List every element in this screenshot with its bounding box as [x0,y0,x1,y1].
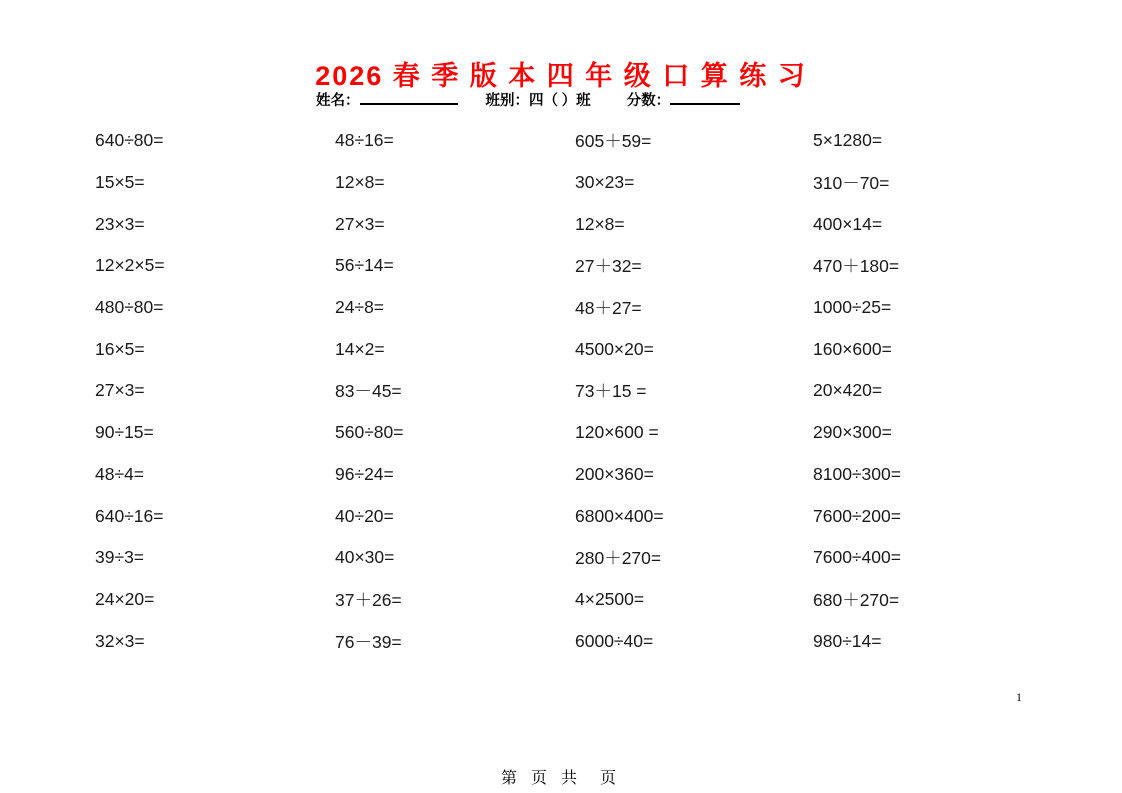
problem: 680＋270= [813,589,900,610]
problem: 48÷4= [95,463,145,484]
problem: 16×5= [95,338,145,359]
problem: 6000÷40= [575,630,654,651]
problem: 605＋59= [575,131,652,152]
class-label: 班别：四（ ）班 [485,93,591,109]
problem: 560÷80= [335,422,404,443]
problem: 280＋270= [575,548,662,569]
problem: 12×8= [335,172,385,193]
problem: 200×360= [575,463,654,484]
problem: 24×20= [95,588,155,609]
problem: 48＋27= [575,298,642,319]
problem: 4500×20= [575,338,654,359]
problem: 980÷14= [813,630,882,651]
problem: 96÷24= [335,463,394,484]
page-title: 2026 春 季 版 本 四 年 级 口 算 练 习 [315,61,807,91]
page-number: 1 [1016,690,1022,704]
problem: 640÷16= [95,505,164,526]
problem: 8100÷300= [813,463,901,484]
problem: 14×2= [335,338,385,359]
problem: 39÷3= [95,547,145,568]
problem: 1000÷25= [813,297,892,318]
problem: 56÷14= [335,255,394,276]
problem: 4×2500= [575,588,645,609]
problem: 90÷15= [95,422,154,443]
problem: 400×14= [813,213,883,234]
problem: 24÷8= [335,297,385,318]
problem: 32×3= [95,630,145,651]
problem: 27×3= [95,380,145,401]
score-label: 分数： [626,93,671,109]
problem: 470＋180= [813,256,900,277]
problem: 6800×400= [575,505,664,526]
problem: 40×30= [335,547,395,568]
problem: 40÷20= [335,505,394,526]
problem: 12×8= [575,213,625,234]
problem: 20×420= [813,380,883,401]
name-blank-field [360,92,458,105]
problem: 5×1280= [813,130,883,151]
score-blank-field [670,92,740,105]
problem: 15×5= [95,172,145,193]
problem: 83－45= [335,381,402,402]
problem: 30×23= [575,172,635,193]
name-label: 姓名： [316,93,360,109]
problem: 160×600= [813,338,892,359]
problem: 480÷80= [95,297,164,318]
problem: 310－70= [813,173,890,194]
problem: 640÷80= [95,130,164,151]
problem: 290×300= [813,422,892,443]
problem: 27＋32= [575,256,642,277]
problem: 7600÷400= [813,547,901,568]
problem: 27×3= [335,213,385,234]
student-info-line [316,89,740,110]
problem: 73＋15 = [575,381,647,402]
problem: 37＋26= [335,589,402,610]
footer-page-text: 第 页 共 页 [500,770,621,787]
problem: 7600÷200= [813,505,901,526]
problem: 23×3= [95,213,145,234]
problem: 48÷16= [335,130,394,151]
problem: 12×2×5= [95,255,165,276]
problem: 76－39= [335,631,402,652]
problem: 120×600 = [575,422,659,443]
problems-grid [95,120,1043,662]
